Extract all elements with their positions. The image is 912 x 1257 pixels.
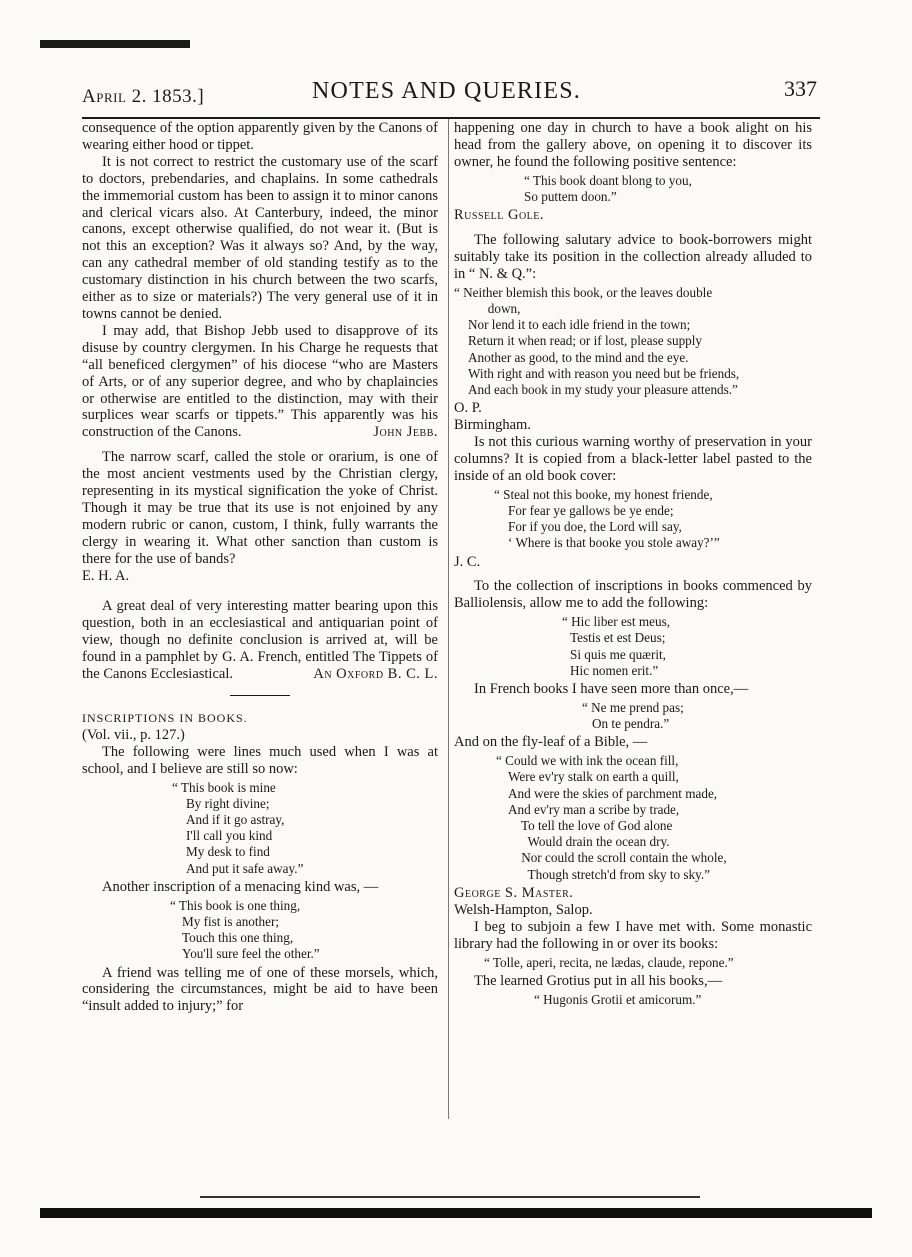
verse-steal-not	[494, 487, 812, 552]
verse-line: And if it go astray,	[186, 812, 285, 828]
verse-line: On te pendra.”	[592, 716, 670, 732]
verse-line: With right and with reason you need but be friends,	[468, 365, 740, 381]
spacer	[82, 441, 438, 449]
page-header	[82, 76, 817, 110]
verse-line: Though stretch'd from sky to sky.”	[508, 866, 710, 882]
verse-line: down,	[468, 300, 521, 316]
right-paragraph-3: Is not this curious warning worthy of preservation in your columns? It is copied from a black-letter label pasted to the inside of an old book cover:	[454, 433, 812, 484]
verse-tolle-aperi	[484, 955, 812, 971]
verse-hugonis-grotii	[534, 992, 812, 1008]
verse-line: Another as good, to the mind and the eye.	[468, 349, 689, 365]
right-column	[454, 120, 812, 1010]
header-page-number: 337	[784, 76, 817, 101]
signature-op: O. P.	[454, 400, 482, 417]
place-welsh-hampton: Welsh-Hampton, Salop.	[454, 901, 593, 918]
left-paragraph-7: Another inscription of a menacing kind was, —	[102, 878, 379, 895]
verse-doant-blong	[524, 173, 812, 205]
verse-line: Would drain the ocean dry.	[508, 834, 670, 850]
left-paragraph-5-text: A great deal of very interesting matter bearing upon this question, both in an ecclesiastical and antiquarian point of view, though no definite conclusion is arrived at, will be found in a pamphlet by G. A. French, entitled The Tippets of the Canons Ecclesiastical.	[82, 598, 438, 683]
verse-line: You'll sure feel the other.”	[182, 946, 320, 962]
signature-eha: E. H. A.	[82, 567, 130, 584]
verse-neither-blemish	[454, 285, 812, 398]
header-date-rest: 2. 1853.]	[131, 86, 205, 107]
verse-line: Nor could the scroll contain the whole,	[508, 850, 727, 866]
spacer	[82, 584, 438, 598]
column-divider	[448, 119, 449, 1119]
signature-john-jebb: John Jebb.	[373, 424, 438, 441]
verse-line: My fist is another;	[182, 913, 280, 929]
section-title: INSCRIPTIONS IN BOOKS.	[82, 711, 248, 725]
verse-this-book-is-mine	[172, 780, 438, 877]
right-paragraph-4: To the collection of inscriptions in books commenced by Balliolensis, allow me to add the following:	[454, 578, 812, 612]
signature-jc: J. C.	[454, 553, 481, 570]
verse-line: My desk to find	[186, 844, 270, 860]
spacer	[454, 224, 812, 232]
section-reference: (Vol. vii., p. 127.)	[82, 726, 185, 743]
left-paragraph-4: The narrow scarf, called the stole or orarium, is one of the most ancient vestments used by the Christian clergy, representing in its mystical signification the yoke of Christ. Though it may be true that its use is not enjoined by any modern rubric or canon, custom, I think, fully warrants the clergy in wearing it. What other sanction than custom is there for the use of bands?	[82, 449, 438, 567]
section-divider	[230, 695, 290, 696]
verse-line: Si quis me quærit,	[570, 646, 666, 662]
verse-line: “ Ne me prend pas;	[582, 699, 684, 715]
top-rule	[40, 40, 190, 48]
verse-line: “ This book is one thing,	[170, 897, 301, 913]
header-title: NOTES AND QUERIES.	[312, 78, 581, 104]
verse-line: And each book in my study your pleasure attends.”	[468, 381, 738, 397]
verse-line: “ Could we with ink the ocean fill,	[496, 753, 679, 769]
left-paragraph-3	[82, 323, 438, 441]
verse-line: For fear ye gallows be ye ende;	[508, 502, 674, 518]
verse-line: “ Steal not this booke, my honest friende,	[494, 486, 713, 502]
verse-line: And put it safe away.”	[186, 860, 304, 876]
verse-hic-liber	[562, 614, 812, 679]
right-paragraph-7: I beg to subjoin a few I have met with. Some monastic library had the following in or over its books:	[454, 918, 812, 952]
left-paragraph-5	[82, 598, 438, 683]
verse-line: Touch this one thing,	[182, 930, 294, 946]
bottom-bar	[40, 1208, 872, 1218]
verse-line: “ Hic liber est meus,	[562, 614, 671, 630]
verse-line: I'll call you kind	[186, 828, 273, 844]
signature-george-master: George S. Master.	[454, 884, 574, 901]
left-paragraph-6: The following were lines much used when I was at school, and I believe are still so now:	[82, 743, 438, 777]
left-paragraph-8: A friend was telling me of one of these morsels, which, considering the circumstances, might be aid to have been “insult added to injury;” for	[82, 964, 438, 1015]
left-paragraph-3-text: I may add, that Bishop Jebb used to disapprove of its disuse by country clergymen. In his Charge he requests that “all beneficed clergymen” of his diocese “who are Masters of Arts, or of any superior degree, and who by chaplaincies or otherwise are entitled to the distinction, may with their surplices wear scarfs or tippets.” This apparently was his construction of the Canons.	[82, 322, 438, 441]
right-paragraph-5: In French books I have seen more than once,—	[474, 681, 749, 698]
right-paragraph-1: happening one day in church to have a book alight on his head from the gallery above, on opening it to discover its owner, he found the following positive sentence:	[454, 120, 812, 170]
right-paragraph-8: The learned Grotius put in all his books,—	[474, 972, 723, 989]
verse-line: Hic nomen erit.”	[570, 662, 659, 678]
verse-line: To tell the love of God alone	[508, 818, 673, 834]
place-birmingham: Birmingham.	[454, 417, 531, 434]
verse-line: “ Neither blemish this book, or the leaves double	[454, 284, 713, 300]
verse-line: “ This book doant blong to you,	[524, 172, 692, 188]
verse-line: By right divine;	[186, 795, 270, 811]
left-paragraph-1: consequence of the option apparently given by the Canons of wearing either hood or tippet.	[82, 120, 438, 153]
signature-russell-gole: Russell Gole.	[454, 207, 545, 224]
spacer	[454, 570, 812, 578]
verse-line: ‘ Where is that booke you stole away?’”	[508, 535, 720, 551]
header-rule	[82, 117, 820, 119]
verse-line: Were ev'ry stalk on earth a quill,	[508, 769, 679, 785]
left-column	[82, 120, 438, 1015]
verse-ne-me-prend	[582, 700, 812, 732]
verse-line: For if you doe, the Lord will say,	[508, 519, 682, 535]
verse-line: And were the skies of parchment made,	[508, 785, 718, 801]
bottom-thin-rule	[200, 1196, 700, 1198]
verse-could-we-with-ink	[496, 753, 812, 883]
verse-line: Nor lend it to each idle friend in the town;	[468, 317, 691, 333]
verse-line: “ Tolle, aperi, recita, ne lædas, claude, repone.”	[484, 954, 734, 970]
header-date-month: April	[82, 86, 127, 107]
header-date	[82, 86, 204, 108]
verse-line: “ Hugonis Grotii et amicorum.”	[534, 991, 702, 1007]
right-paragraph-2: The following salutary advice to book-borrowers might suitably take its position in the collection already alluded to in “ N. & Q.”:	[454, 232, 812, 282]
verse-line: “ This book is mine	[172, 779, 276, 795]
verse-line: And ev'ry man a scribe by trade,	[508, 801, 680, 817]
verse-line: Testis et est Deus;	[570, 630, 666, 646]
verse-line: Return it when read; or if lost, please supply	[468, 333, 703, 349]
signature-oxford-bcl: An Oxford B. C. L.	[313, 666, 438, 683]
verse-this-book-is-one-thing	[170, 898, 438, 963]
left-paragraph-2: It is not correct to restrict the customary use of the scarf to doctors, prebendaries, and chaplains. In some cathedrals the immemorial custom has been to assign it to minor canons and clerical vicars also. At Canterbury, indeed, the minor canons, except otherwise qualified, do not wear it. (But is not this an exception? Was it always so? And, by the way, can any cathedral member of old standing testify as to the customary distinction in his church between the two scarfs, either as to size or materials?) The very general use of it in towns cannot be denied.	[82, 153, 438, 322]
right-paragraph-6: And on the fly-leaf of a Bible, —	[454, 734, 648, 751]
verse-line: So puttem doon.”	[524, 188, 617, 204]
